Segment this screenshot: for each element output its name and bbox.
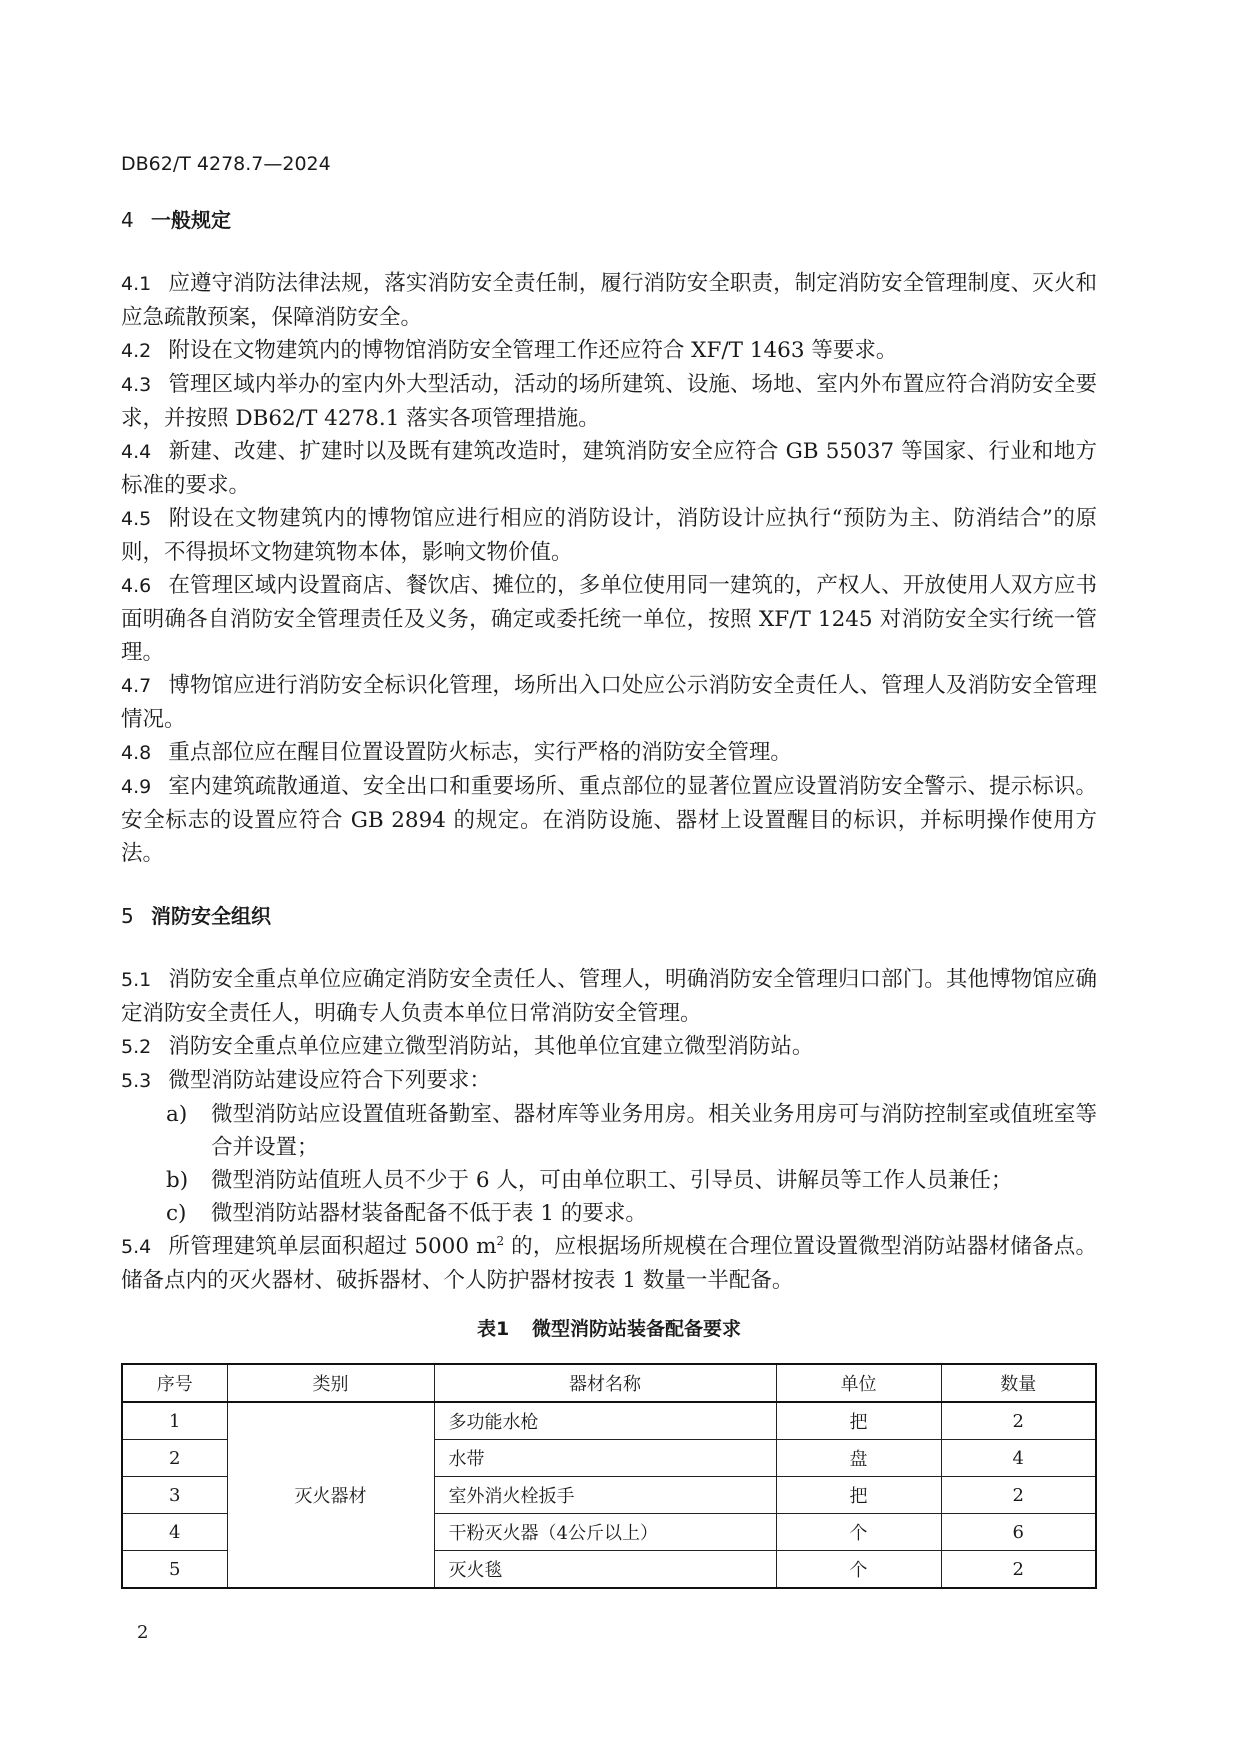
clause-4-7: [121, 669, 1097, 736]
cell-name: 灭火毯: [434, 1551, 776, 1589]
clause-number: 5.3: [121, 1070, 152, 1092]
clause-number: 4.2: [121, 340, 152, 362]
clause-4-6: [121, 569, 1097, 669]
clause-text: 所管理建筑单层面积超过 5000 m: [168, 1234, 497, 1259]
clause-text: 消防安全重点单位应建立微型消防站，其他单位宜建立微型消防站。: [168, 1034, 814, 1059]
superscript: 2: [496, 1233, 505, 1248]
section-title: 消防安全组织: [151, 904, 271, 928]
clause-4-4: [121, 435, 1097, 502]
clause-4-3: [121, 368, 1097, 435]
section-5-clauses: [121, 963, 1097, 1297]
clause-number: 4.3: [121, 374, 152, 396]
cell-qty: 2: [941, 1402, 1096, 1440]
section-number: 5: [121, 904, 134, 928]
table-row: [122, 1402, 1096, 1440]
column-header: 单位: [776, 1364, 941, 1402]
clause-number: 5.2: [121, 1036, 152, 1058]
cell-no: 2: [122, 1440, 227, 1477]
column-header: 序号: [122, 1364, 227, 1402]
clause-5-2: [121, 1030, 1097, 1064]
equipment-table: [121, 1363, 1097, 1589]
cell-name: 多功能水枪: [434, 1402, 776, 1440]
list-item-a: [121, 1098, 1097, 1164]
clause-5-3: [121, 1064, 1097, 1098]
section-4-clauses: [121, 267, 1097, 870]
cell-name: 干粉灭火器（4公斤以上）: [434, 1514, 776, 1551]
cell-unit: 个: [776, 1514, 941, 1551]
clause-text: 室内建筑疏散通道、安全出口和重要场所、重点部位的显著位置应设置消防安全警示、提示标识。安全标志的设置应符合 GB 2894 的规定。在消防设施、器材上设置醒目的标识，并标明操作使用方法。: [121, 774, 1097, 866]
cell-unit: 把: [776, 1477, 941, 1514]
item-text: 微型消防站应设置值班备勤室、器材库等业务用房。相关业务用房可与消防控制室或值班室等合并设置；: [211, 1102, 1097, 1160]
cell-no: 5: [122, 1551, 227, 1589]
column-header: 类别: [227, 1364, 434, 1402]
section-number: 4: [121, 208, 134, 232]
table-header-row: [122, 1364, 1096, 1402]
clause-text: 消防安全重点单位应确定消防安全责任人、管理人，明确消防安全管理归口部门。其他博物馆应确定消防安全责任人，明确专人负责本单位日常消防安全管理。: [121, 967, 1097, 1026]
table-title: 微型消防站装备配备要求: [532, 1318, 742, 1340]
clause-text: 应遵守消防法律法规，落实消防安全责任制，履行消防安全职责，制定消防安全管理制度、灭火和应急疏散预案，保障消防安全。: [121, 271, 1097, 330]
clause-number: 5.4: [121, 1236, 152, 1258]
clause-number: 4.4: [121, 441, 152, 463]
clause-5-4: [121, 1230, 1097, 1297]
clause-text: 附设在文物建筑内的博物馆消防安全管理工作还应符合 XF/T 1463 等要求。: [168, 338, 898, 363]
section-5-heading: [121, 900, 1097, 933]
item-text: 微型消防站器材装备配备不低于表 1 的要求。: [211, 1201, 647, 1226]
clause-number: 5.1: [121, 969, 152, 991]
cell-no: 1: [122, 1402, 227, 1440]
clause-text: 重点部位应在醒目位置设置防火标志，实行严格的消防安全管理。: [168, 740, 792, 765]
clause-number: 4.5: [121, 508, 152, 530]
item-label: b): [166, 1168, 189, 1193]
clause-number: 4.6: [121, 575, 152, 597]
column-header: 数量: [941, 1364, 1096, 1402]
clause-text: 管理区域内举办的室内外大型活动，活动的场所建筑、设施、场地、室内外布置应符合消防安全要求，并按照 DB62/T 4278.1 落实各项管理措施。: [121, 372, 1097, 431]
list-item-c: [121, 1197, 1097, 1230]
cell-name: 水带: [434, 1440, 776, 1477]
clause-text: 在管理区域内设置商店、餐饮店、摊位的，多单位使用同一建筑的，产权人、开放使用人双方应书面明确各自消防安全管理责任及义务，确定或委托统一单位，按照 XF/T 1245 对消防安全实行统一管理。: [121, 573, 1097, 665]
table-caption: [121, 1313, 1097, 1346]
clause-text: 博物馆应进行消防安全标识化管理，场所出入口处应公示消防安全责任人、管理人及消防安全管理情况。: [121, 673, 1097, 732]
item-label: a): [166, 1102, 188, 1127]
clause-4-5: [121, 502, 1097, 569]
clause-number: 4.7: [121, 675, 152, 697]
clause-text: 微型消防站建设应符合下列要求：: [168, 1068, 491, 1093]
document-page: [121, 148, 1097, 1589]
clause-text: 附设在文物建筑内的博物馆应进行相应的消防设计，消防设计应执行“预防为主、防消结合”的原则，不得损坏文物建筑物本体，影响文物价值。: [121, 506, 1097, 565]
section-4-heading: [121, 204, 1097, 237]
cell-qty: 6: [941, 1514, 1096, 1551]
clause-4-2: [121, 334, 1097, 368]
clause-4-8: [121, 736, 1097, 770]
item-label: c): [166, 1201, 187, 1226]
cell-name: 室外消火栓扳手: [434, 1477, 776, 1514]
item-text: 微型消防站值班人员不少于 6 人，可由单位职工、引导员、讲解员等工作人员兼任；: [211, 1168, 1013, 1193]
clause-4-9: [121, 770, 1097, 870]
table-number: 表1: [476, 1318, 510, 1340]
document-code: DB62/T 4278.7—2024: [121, 153, 331, 175]
cell-category: 灭火器材: [227, 1402, 434, 1588]
cell-unit: 盘: [776, 1440, 941, 1477]
cell-qty: 2: [941, 1477, 1096, 1514]
section-title: 一般规定: [151, 208, 231, 232]
cell-unit: 个: [776, 1551, 941, 1589]
cell-qty: 2: [941, 1551, 1096, 1589]
cell-no: 3: [122, 1477, 227, 1514]
clause-4-1: [121, 267, 1097, 334]
clause-number: 4.8: [121, 742, 152, 764]
cell-unit: 把: [776, 1402, 941, 1440]
cell-qty: 4: [941, 1440, 1096, 1477]
clause-5-1: [121, 963, 1097, 1030]
list-item-b: [121, 1164, 1097, 1197]
cell-no: 4: [122, 1514, 227, 1551]
column-header: 器材名称: [434, 1364, 776, 1402]
page-number: 2: [137, 1622, 149, 1643]
clause-number: 4.1: [121, 273, 152, 295]
clause-text: 新建、改建、扩建时以及既有建筑改造时，建筑消防安全应符合 GB 55037 等国家、行业和地方标准的要求。: [121, 439, 1097, 498]
clause-number: 4.9: [121, 776, 152, 798]
clause-text: 的，应根据场所规模在合理位置设置微型消防站器材储备点。储备点内的灭火器材、破拆器材、个人防护器材按表 1 数量一半配备。: [121, 1234, 1097, 1293]
